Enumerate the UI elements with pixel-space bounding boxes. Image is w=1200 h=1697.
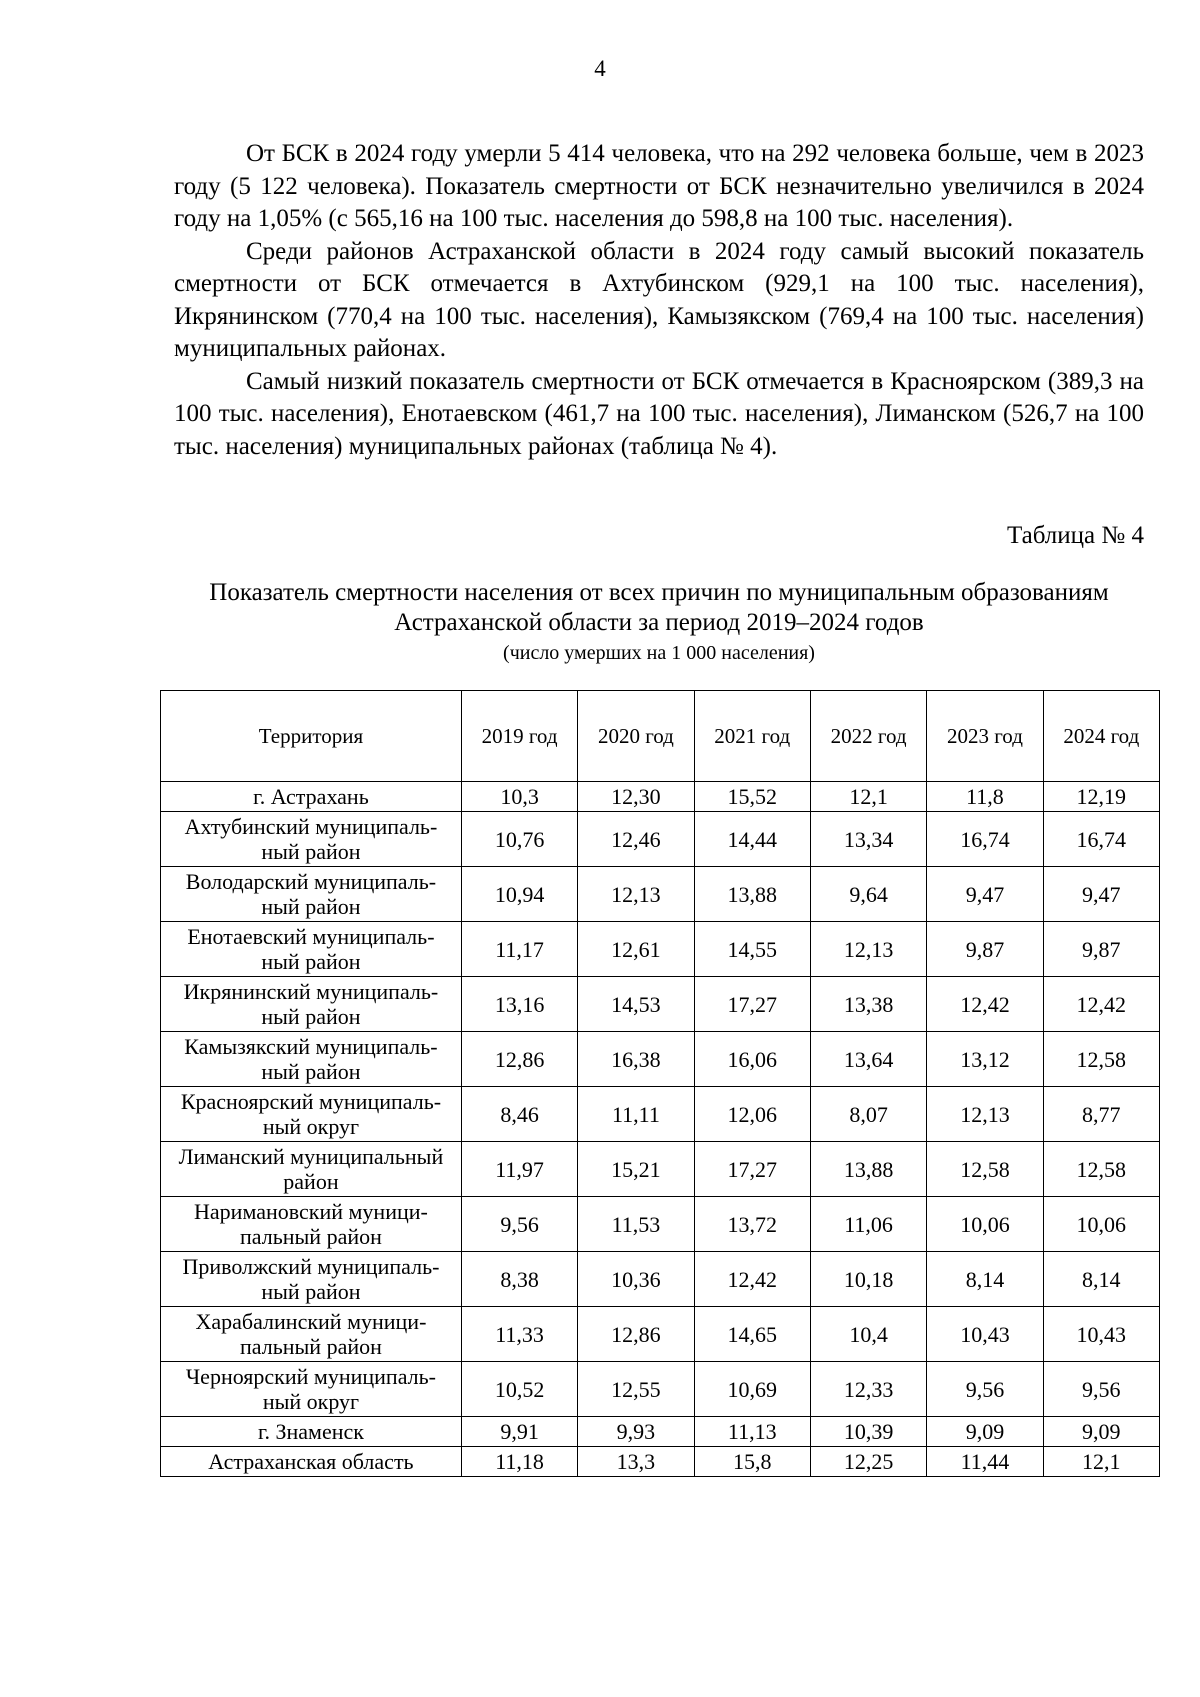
value-cell: 15,8 bbox=[694, 1447, 810, 1477]
value-cell: 10,76 bbox=[461, 812, 577, 867]
table-number: Таблица № 4 bbox=[1006, 522, 1144, 549]
territory-cell: Камызякский муниципаль- ный район bbox=[161, 1032, 462, 1087]
table-row bbox=[161, 1142, 1160, 1197]
table-row bbox=[161, 1197, 1160, 1252]
value-cell: 13,88 bbox=[694, 867, 810, 922]
value-cell: 13,64 bbox=[810, 1032, 926, 1087]
value-cell: 10,43 bbox=[927, 1307, 1043, 1362]
value-cell: 13,88 bbox=[810, 1142, 926, 1197]
value-cell: 12,1 bbox=[810, 782, 926, 812]
value-cell: 9,91 bbox=[461, 1417, 577, 1447]
value-cell: 12,42 bbox=[694, 1252, 810, 1307]
value-cell: 11,18 bbox=[461, 1447, 577, 1477]
column-header: 2019 год bbox=[461, 691, 577, 782]
value-cell: 12,42 bbox=[927, 977, 1043, 1032]
table-row bbox=[161, 1032, 1160, 1087]
value-cell: 11,06 bbox=[810, 1197, 926, 1252]
value-cell: 12,42 bbox=[1043, 977, 1159, 1032]
column-header: 2021 год bbox=[694, 691, 810, 782]
value-cell: 11,33 bbox=[461, 1307, 577, 1362]
table-row bbox=[161, 782, 1160, 812]
column-header: Территория bbox=[161, 691, 462, 782]
table-caption bbox=[174, 578, 1144, 664]
value-cell: 11,53 bbox=[578, 1197, 694, 1252]
value-cell: 10,43 bbox=[1043, 1307, 1159, 1362]
table-row bbox=[161, 1362, 1160, 1417]
territory-cell: Енотаевский муниципаль- ный район bbox=[161, 922, 462, 977]
value-cell: 11,11 bbox=[578, 1087, 694, 1142]
value-cell: 16,74 bbox=[927, 812, 1043, 867]
value-cell: 12,13 bbox=[578, 867, 694, 922]
value-cell: 11,8 bbox=[927, 782, 1043, 812]
value-cell: 10,06 bbox=[927, 1197, 1043, 1252]
value-cell: 11,13 bbox=[694, 1417, 810, 1447]
value-cell: 9,09 bbox=[927, 1417, 1043, 1447]
value-cell: 12,86 bbox=[461, 1032, 577, 1087]
table-row bbox=[161, 867, 1160, 922]
value-cell: 9,64 bbox=[810, 867, 926, 922]
value-cell: 12,25 bbox=[810, 1447, 926, 1477]
paragraph: Среди районов Астраханской области в 2024 году самый высокий показатель смертности от БСК отмечается в Ахтубинском (929,1 на 100 тыс. населения), Икрянинском (770,4 на 100 тыс. населения), Камызякском (769,4 на 100 тыс. населения) муниципальных районах. bbox=[174, 237, 1144, 362]
value-cell: 8,46 bbox=[461, 1087, 577, 1142]
value-cell: 16,74 bbox=[1043, 812, 1159, 867]
value-cell: 9,09 bbox=[1043, 1417, 1159, 1447]
territory-cell: Володарский муниципаль- ный район bbox=[161, 867, 462, 922]
table-row bbox=[161, 1307, 1160, 1362]
table-row bbox=[161, 1252, 1160, 1307]
value-cell: 12,58 bbox=[1043, 1032, 1159, 1087]
value-cell: 9,87 bbox=[1043, 922, 1159, 977]
table-header-row bbox=[161, 691, 1160, 782]
mortality-table bbox=[160, 690, 1160, 1477]
value-cell: 13,12 bbox=[927, 1032, 1043, 1087]
value-cell: 17,27 bbox=[694, 1142, 810, 1197]
value-cell: 10,39 bbox=[810, 1417, 926, 1447]
value-cell: 8,38 bbox=[461, 1252, 577, 1307]
value-cell: 11,44 bbox=[927, 1447, 1043, 1477]
page-number: 4 bbox=[594, 56, 606, 81]
value-cell: 8,14 bbox=[1043, 1252, 1159, 1307]
value-cell: 9,47 bbox=[1043, 867, 1159, 922]
column-header: 2024 год bbox=[1043, 691, 1159, 782]
value-cell: 13,34 bbox=[810, 812, 926, 867]
table-body bbox=[161, 782, 1160, 1477]
value-cell: 13,3 bbox=[578, 1447, 694, 1477]
value-cell: 9,87 bbox=[927, 922, 1043, 977]
value-cell: 10,94 bbox=[461, 867, 577, 922]
value-cell: 10,69 bbox=[694, 1362, 810, 1417]
value-cell: 9,56 bbox=[927, 1362, 1043, 1417]
value-cell: 11,17 bbox=[461, 922, 577, 977]
value-cell: 10,18 bbox=[810, 1252, 926, 1307]
value-cell: 12,46 bbox=[578, 812, 694, 867]
table-row bbox=[161, 1417, 1160, 1447]
value-cell: 10,06 bbox=[1043, 1197, 1159, 1252]
territory-cell: Ахтубинский муниципаль- ный район bbox=[161, 812, 462, 867]
value-cell: 8,77 bbox=[1043, 1087, 1159, 1142]
territory-cell: г. Астрахань bbox=[161, 782, 462, 812]
value-cell: 10,4 bbox=[810, 1307, 926, 1362]
table-row bbox=[161, 1087, 1160, 1142]
value-cell: 16,06 bbox=[694, 1032, 810, 1087]
value-cell: 12,30 bbox=[578, 782, 694, 812]
value-cell: 12,55 bbox=[578, 1362, 694, 1417]
territory-cell: Красноярский муниципаль- ный округ bbox=[161, 1087, 462, 1142]
value-cell: 9,56 bbox=[1043, 1362, 1159, 1417]
value-cell: 12,86 bbox=[578, 1307, 694, 1362]
value-cell: 9,47 bbox=[927, 867, 1043, 922]
value-cell: 9,56 bbox=[461, 1197, 577, 1252]
territory-cell: г. Знаменск bbox=[161, 1417, 462, 1447]
table-unit: (число умерших на 1 000 населения) bbox=[503, 642, 815, 664]
value-cell: 10,36 bbox=[578, 1252, 694, 1307]
value-cell: 8,07 bbox=[810, 1087, 926, 1142]
paragraph: От БСК в 2024 году умерли 5 414 человека, что на 292 человека больше, чем в 2023 году (5 122 человека). Показатель смертности от БСК незначительно увеличился в 2024 году на 1,05% (с 565,16 на 100 тыс. населения до 598,8 на 100 тыс. населения). bbox=[174, 140, 1144, 232]
value-cell: 17,27 bbox=[694, 977, 810, 1032]
territory-cell: Приволжский муниципаль- ный район bbox=[161, 1252, 462, 1307]
column-header: 2022 год bbox=[810, 691, 926, 782]
value-cell: 13,72 bbox=[694, 1197, 810, 1252]
table-row bbox=[161, 977, 1160, 1032]
value-cell: 15,52 bbox=[694, 782, 810, 812]
value-cell: 14,65 bbox=[694, 1307, 810, 1362]
value-cell: 13,16 bbox=[461, 977, 577, 1032]
value-cell: 12,58 bbox=[1043, 1142, 1159, 1197]
territory-cell: Харабалинский муници- пальный район bbox=[161, 1307, 462, 1362]
value-cell: 11,97 bbox=[461, 1142, 577, 1197]
value-cell: 12,33 bbox=[810, 1362, 926, 1417]
value-cell: 12,06 bbox=[694, 1087, 810, 1142]
value-cell: 12,61 bbox=[578, 922, 694, 977]
value-cell: 12,13 bbox=[927, 1087, 1043, 1142]
territory-cell: Черноярский муниципаль- ный округ bbox=[161, 1362, 462, 1417]
territory-cell: Астраханская область bbox=[161, 1447, 462, 1477]
column-header: 2023 год bbox=[927, 691, 1043, 782]
territory-cell: Наримановский муници- пальный район bbox=[161, 1197, 462, 1252]
value-cell: 13,38 bbox=[810, 977, 926, 1032]
table-row bbox=[161, 1447, 1160, 1477]
value-cell: 12,13 bbox=[810, 922, 926, 977]
value-cell: 12,1 bbox=[1043, 1447, 1159, 1477]
territory-cell: Икрянинский муниципаль- ный район bbox=[161, 977, 462, 1032]
value-cell: 10,52 bbox=[461, 1362, 577, 1417]
table-title: Показатель смертности населения от всех причин по муниципальным образованиям Астраханской области за период 2019–2024 годов bbox=[209, 579, 1109, 636]
value-cell: 15,21 bbox=[578, 1142, 694, 1197]
value-cell: 10,3 bbox=[461, 782, 577, 812]
territory-cell: Лиманский муниципальный район bbox=[161, 1142, 462, 1197]
table-row bbox=[161, 812, 1160, 867]
value-cell: 14,53 bbox=[578, 977, 694, 1032]
table-row bbox=[161, 922, 1160, 977]
value-cell: 9,93 bbox=[578, 1417, 694, 1447]
value-cell: 8,14 bbox=[927, 1252, 1043, 1307]
body-text bbox=[174, 138, 1144, 463]
column-header: 2020 год bbox=[578, 691, 694, 782]
value-cell: 14,44 bbox=[694, 812, 810, 867]
value-cell: 12,19 bbox=[1043, 782, 1159, 812]
value-cell: 16,38 bbox=[578, 1032, 694, 1087]
value-cell: 12,58 bbox=[927, 1142, 1043, 1197]
paragraph: Самый низкий показатель смертности от БСК отмечается в Красноярском (389,3 на 100 тыс. населения), Енотаевском (461,7 на 100 тыс. населения), Лиманском (526,7 на 100 тыс. населения) муниципальных районах (таблица № 4). bbox=[174, 367, 1144, 460]
value-cell: 14,55 bbox=[694, 922, 810, 977]
